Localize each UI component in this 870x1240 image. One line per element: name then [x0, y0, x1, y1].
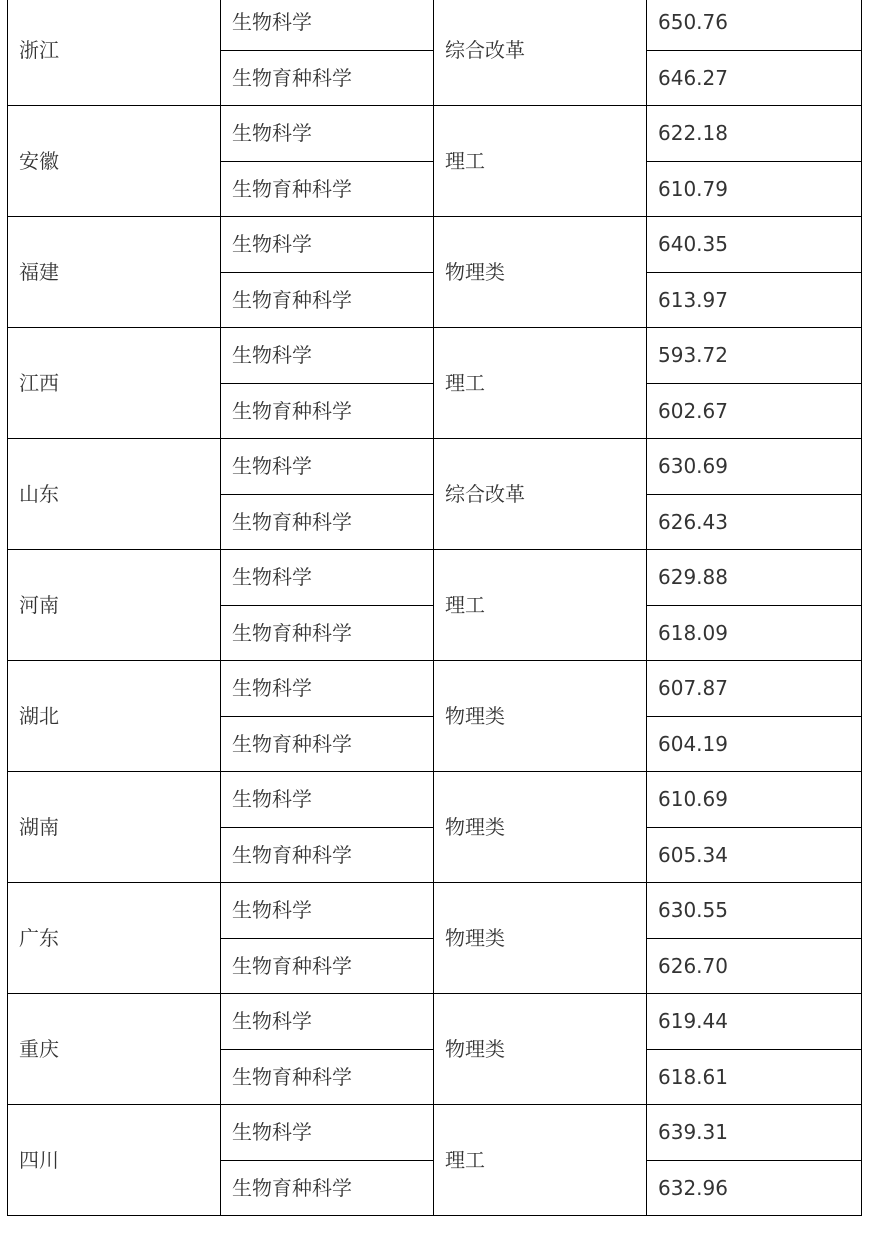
score-cell: 640.35 — [647, 217, 862, 273]
table-row — [8, 328, 862, 384]
score-cell: 639.31 — [647, 1105, 862, 1161]
major-cell: 生物科学 — [221, 1105, 434, 1161]
score-cell: 646.27 — [647, 50, 862, 106]
major-cell: 生物育种科学 — [221, 605, 434, 661]
province-cell: 福建 — [8, 217, 221, 328]
table-row — [8, 0, 862, 50]
major-cell: 生物育种科学 — [221, 50, 434, 106]
table-body — [8, 0, 862, 1216]
major-cell: 生物育种科学 — [221, 161, 434, 217]
score-cell: 618.09 — [647, 605, 862, 661]
score-cell: 630.69 — [647, 439, 862, 495]
table-row — [8, 106, 862, 162]
score-cell: 607.87 — [647, 661, 862, 717]
score-cell: 629.88 — [647, 550, 862, 606]
province-cell: 浙江 — [8, 0, 221, 106]
table-row — [8, 883, 862, 939]
score-cell: 613.97 — [647, 272, 862, 328]
category-cell: 物理类 — [434, 217, 647, 328]
province-cell: 重庆 — [8, 994, 221, 1105]
table-row — [8, 772, 862, 828]
category-cell: 理工 — [434, 550, 647, 661]
major-cell: 生物育种科学 — [221, 1049, 434, 1105]
major-cell: 生物科学 — [221, 328, 434, 384]
admission-scores-table — [7, 0, 862, 1216]
table-row — [8, 994, 862, 1050]
major-cell: 生物科学 — [221, 439, 434, 495]
major-cell: 生物育种科学 — [221, 716, 434, 772]
major-cell: 生物科学 — [221, 772, 434, 828]
score-cell: 626.43 — [647, 494, 862, 550]
major-cell: 生物育种科学 — [221, 272, 434, 328]
province-cell: 湖北 — [8, 661, 221, 772]
province-cell: 江西 — [8, 328, 221, 439]
score-cell: 650.76 — [647, 0, 862, 50]
major-cell: 生物科学 — [221, 217, 434, 273]
major-cell: 生物科学 — [221, 661, 434, 717]
category-cell: 物理类 — [434, 994, 647, 1105]
major-cell: 生物育种科学 — [221, 938, 434, 994]
score-cell: 610.79 — [647, 161, 862, 217]
province-cell: 湖南 — [8, 772, 221, 883]
score-cell: 610.69 — [647, 772, 862, 828]
score-cell: 602.67 — [647, 383, 862, 439]
major-cell: 生物育种科学 — [221, 383, 434, 439]
table-row — [8, 439, 862, 495]
major-cell: 生物科学 — [221, 106, 434, 162]
table-row — [8, 661, 862, 717]
province-cell: 四川 — [8, 1105, 221, 1216]
category-cell: 物理类 — [434, 883, 647, 994]
score-cell: 593.72 — [647, 328, 862, 384]
major-cell: 生物科学 — [221, 883, 434, 939]
score-cell: 626.70 — [647, 938, 862, 994]
score-cell: 605.34 — [647, 827, 862, 883]
major-cell: 生物育种科学 — [221, 494, 434, 550]
category-cell: 理工 — [434, 1105, 647, 1216]
score-cell: 618.61 — [647, 1049, 862, 1105]
score-cell: 630.55 — [647, 883, 862, 939]
category-cell: 物理类 — [434, 661, 647, 772]
major-cell: 生物科学 — [221, 550, 434, 606]
province-cell: 安徽 — [8, 106, 221, 217]
category-cell: 理工 — [434, 106, 647, 217]
province-cell: 山东 — [8, 439, 221, 550]
table-row — [8, 550, 862, 606]
score-cell: 619.44 — [647, 994, 862, 1050]
category-cell: 综合改革 — [434, 439, 647, 550]
major-cell: 生物育种科学 — [221, 1160, 434, 1216]
score-cell: 632.96 — [647, 1160, 862, 1216]
major-cell: 生物科学 — [221, 0, 434, 50]
category-cell: 综合改革 — [434, 0, 647, 106]
table-row — [8, 1105, 862, 1161]
table-row — [8, 217, 862, 273]
score-cell: 622.18 — [647, 106, 862, 162]
category-cell: 理工 — [434, 328, 647, 439]
province-cell: 广东 — [8, 883, 221, 994]
score-cell: 604.19 — [647, 716, 862, 772]
province-cell: 河南 — [8, 550, 221, 661]
category-cell: 物理类 — [434, 772, 647, 883]
major-cell: 生物育种科学 — [221, 827, 434, 883]
major-cell: 生物科学 — [221, 994, 434, 1050]
